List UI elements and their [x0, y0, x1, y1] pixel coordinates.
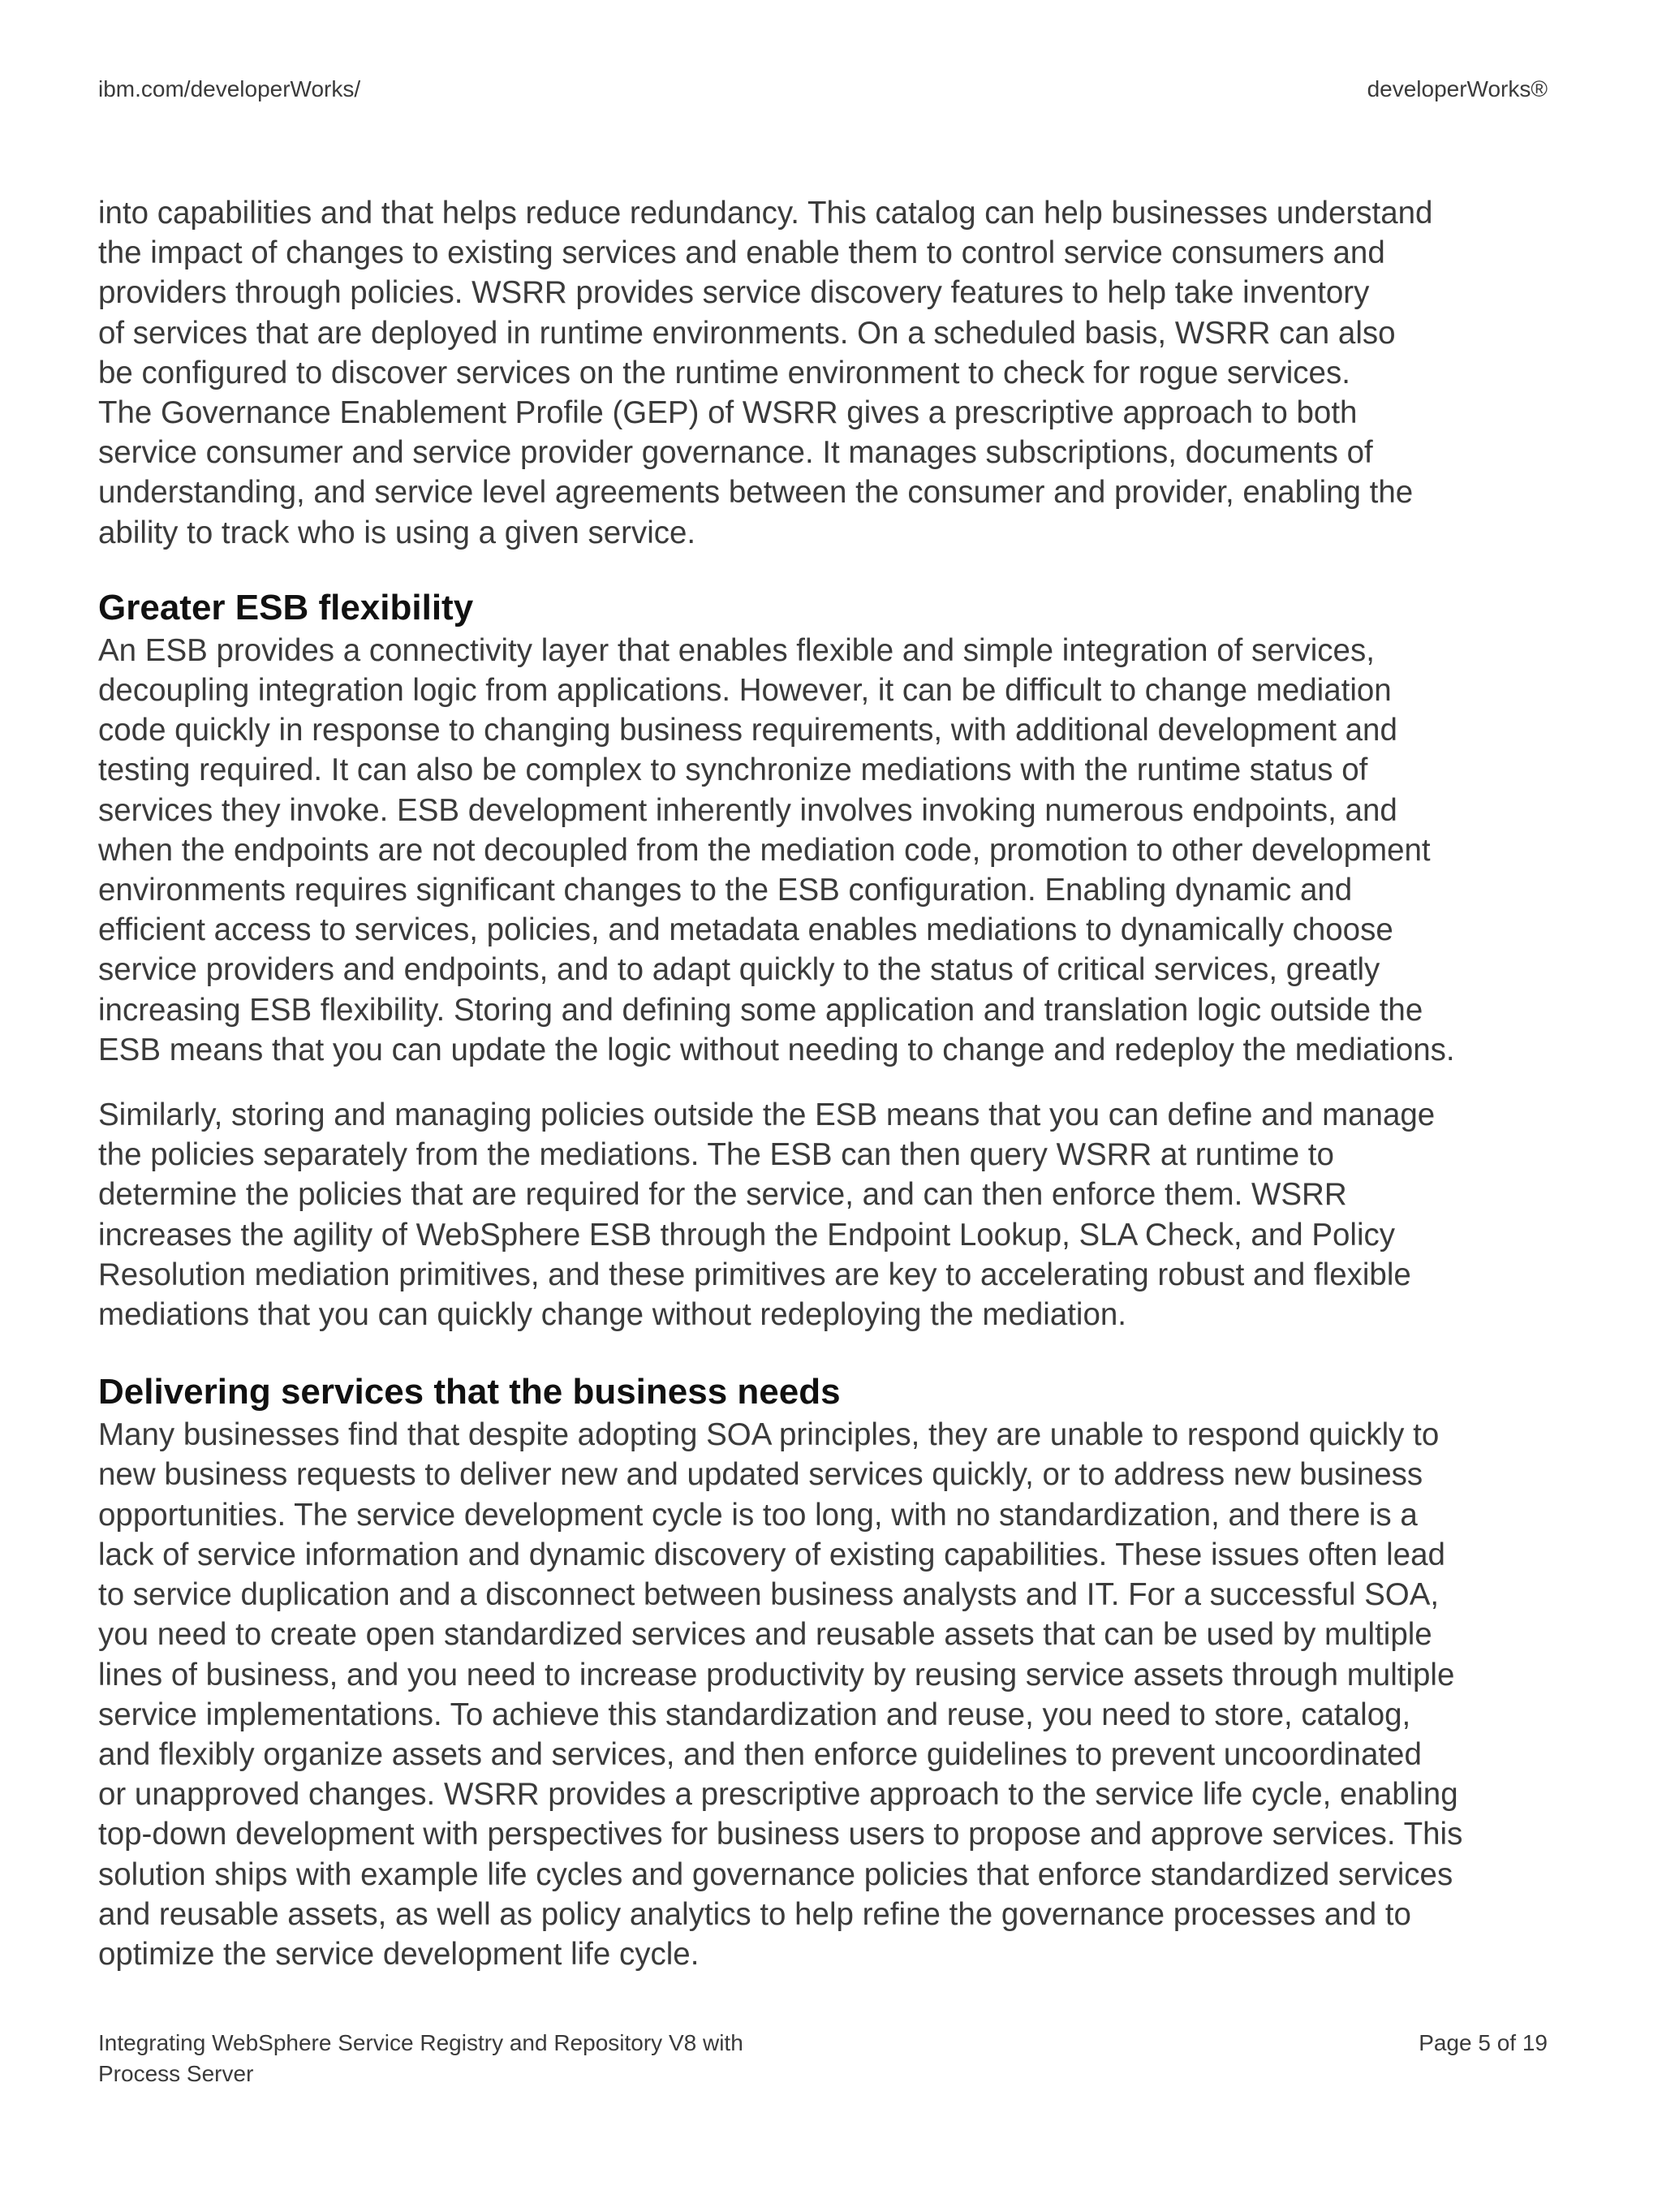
footer-page-number: Page 5 of 19 — [1419, 2030, 1548, 2055]
header-brand: developerWorks® — [1367, 76, 1548, 101]
esb-paragraph-1: An ESB provides a connectivity layer that enables flexible and simple integration of services, decoupling integration logic from applications. However, it can be difficult to change mediation code quickly in response to changing business requirements, with additional development and testing required. It can also be complex to synchronize mediations with the runtime status of services they invoke. ESB development inherently involves invoking numerous endpoints, and when the endpoints are not decoupled from the mediation code, promotion to other development environments requires significant changes to the ESB configuration. Enabling dynamic and efficient access to services, policies, and metadata enables mediations to dynamically choose service providers and endpoints, and to adapt quickly to the status of critical services, greatly increasing ESB flexibility. Storing and defining some application and translation logic outside the ESB means that you can update the logic without needing to change and redeploy the mediations. — [98, 632, 1455, 1067]
section-heading-esb-flexibility: Greater ESB flexibility — [98, 587, 474, 627]
footer-document-title: Integrating WebSphere Service Registry and Repository V8 with Process Server — [98, 2030, 743, 2086]
delivering-paragraph-1: Many businesses find that despite adopting SOA principles, they are unable to respond quickly to new business requests to deliver new and updated services quickly, or to address new business opportunities. The service development cycle is too long, with no standardization, and there is a lack of service information and dynamic discovery of existing capabilities. These issues often lead to service duplication and a disconnect between business analysts and IT. For a successful SOA, you need to create open standardized services and reusable assets that can be used by multiple lines of business, and you need to increase productivity by reusing service assets through multiple service implementations. To achieve this standardization and reuse, you need to store, catalog, and flexibly organize assets and services, and then enforce guidelines to prevent uncoordinated or unapproved changes. WSRR provides a prescriptive approach to the service life cycle, enabling top-down development with perspectives for business users to propose and approve services. This solution ships with example life cycles and governance policies that enforce standardized services and reusable assets, as well as policy analytics to help refine the governance processes and to optimize the service development life cycle. — [98, 1417, 1463, 1972]
header-site-link[interactable]: ibm.com/developerWorks/ — [98, 76, 361, 101]
page-header — [98, 76, 1548, 109]
article-body — [98, 193, 1559, 1974]
intro-paragraph: into capabilities and that helps reduce redundancy. This catalog can help businesses understand the impact of changes to existing services and enable them to control service consumers and providers through policies. WSRR provides service discovery features to help take inventory of services that are deployed in runtime environments. On a scheduled basis, WSRR can also be configured to discover services on the runtime environment to check for rogue services. The Governance Enablement Profile (GEP) of WSRR gives a prescriptive approach to both service consumer and service provider governance. It manages subscriptions, documents of understanding, and service level agreements between the consumer and provider, enabling the ability to track who is using a given service. — [98, 196, 1433, 550]
section-heading-delivering-services: Delivering services that the business needs — [98, 1372, 841, 1412]
esb-paragraph-2: Similarly, storing and managing policies outside the ESB means that you can define and manage the policies separately from the mediations. The ESB can then query WSRR at runtime to determine the policies that are required for the service, and can then enforce them. WSRR increases the agility of WebSphere ESB through the Endpoint Lookup, SLA Check, and Policy Resolution mediation primitives, and these primitives are key to accelerating robust and flexible mediations that you can quickly change without redeploying the mediation. — [98, 1097, 1436, 1333]
